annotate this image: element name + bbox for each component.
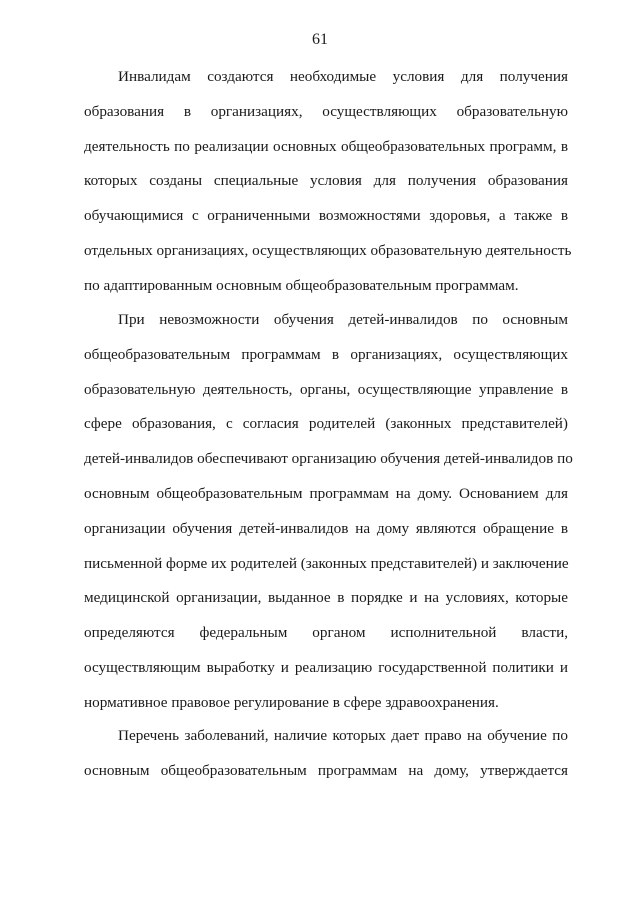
text-line: медицинской организации, выданное в порядке и на условиях, которые	[84, 589, 568, 607]
text-line: отдельных организациях, осуществляющих образовательную деятельность	[84, 241, 572, 259]
paragraph-2	[84, 303, 573, 721]
text-line: деятельность по реализации основных общеобразовательных программ, в	[84, 137, 568, 155]
text-line: общеобразовательным программам в организациях, осуществляющих	[84, 345, 568, 363]
text-line: которых созданы специальные условия для получения образования	[84, 172, 568, 190]
paragraph-1	[84, 60, 572, 304]
text-line: по адаптированным основным общеобразовательным программам.	[84, 276, 519, 294]
text-line: основным общеобразовательным программам на дому, утверждается	[84, 761, 568, 779]
text-line: Инвалидам создаются необходимые условия для получения	[118, 68, 568, 85]
text-line: образования в организациях, осуществляющих образовательную	[84, 102, 568, 120]
text-line: определяются федеральным органом исполнительной власти,	[84, 624, 568, 642]
text-line: сфере образования, с согласия родителей (законных представителей)	[84, 415, 568, 433]
text-line: образовательную деятельность, органы, осуществляющие управление в	[84, 380, 568, 398]
text-line: нормативное правовое регулирование в сфере здравоохранения.	[84, 693, 499, 711]
text-line: письменной форме их родителей (законных представителей) и заключение	[84, 554, 569, 572]
page-number: 61	[312, 31, 328, 48]
text-line: обучающимися с ограниченными возможностями здоровья, а также в	[84, 207, 568, 225]
text-line: При невозможности обучения детей-инвалидов по основным	[118, 311, 568, 328]
text-line: детей-инвалидов обеспечивают организацию обучения детей-инвалидов по	[84, 450, 573, 468]
text-line: осуществляющим выработку и реализацию государственной политики и	[84, 658, 568, 676]
paragraph-3	[84, 719, 568, 789]
text-line: организации обучения детей-инвалидов на дому являются обращение в	[84, 519, 568, 537]
text-line: основным общеобразовательным программам на дому. Основанием для	[84, 484, 568, 502]
text-line: Перечень заболеваний, наличие которых дает право на обучение по	[118, 727, 568, 744]
